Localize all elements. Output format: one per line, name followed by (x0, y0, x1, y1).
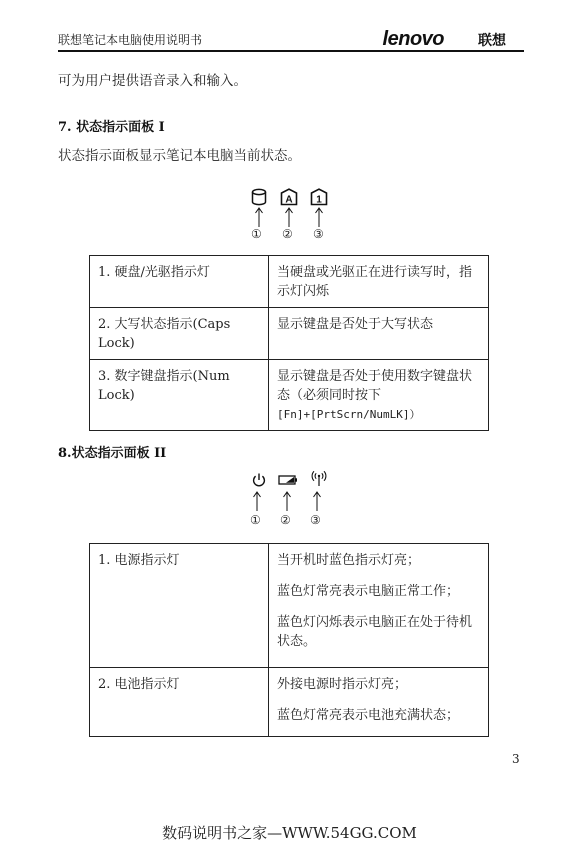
row-desc-text: 外接电源时指示灯亮； (277, 677, 408, 692)
row-desc-text: 蓝色灯闪烁表示电脑正在处于待机状态。 (277, 615, 473, 649)
row-desc (269, 668, 489, 737)
row-name: 1. 硬盘/光驱指示灯 (90, 256, 269, 308)
indicator-arrows (249, 207, 339, 227)
indicator-1 (249, 188, 269, 206)
indicator-power-num: ① (250, 513, 261, 527)
indicator-battery (278, 472, 298, 488)
section8-heading: 8.状态指示面板 II (58, 446, 167, 461)
row-desc-text: 显示键盘是否处于大写状态 (277, 317, 434, 332)
row-desc-text: 当硬盘或光驱正在进行读写时，指示灯闪烁 (277, 265, 473, 299)
intro-text: 可为用户提供语音录入和输入。 (58, 73, 247, 89)
indicator-1-num: ① (251, 227, 262, 241)
row-desc-text: 蓝色灯常亮表示电脑正常工作； (277, 584, 460, 599)
indicator-2-num: ② (282, 227, 293, 241)
caps-lock-icon (280, 188, 298, 206)
section7-heading: 7. 状态指示面板 I (58, 120, 165, 135)
num-lock-glyph: 1 (316, 194, 322, 206)
indicator-power (249, 472, 269, 488)
row-desc (269, 256, 489, 308)
row-name: 2. 大写状态指示(Caps Lock) (90, 308, 269, 360)
indicator-battery-num: ② (280, 513, 291, 527)
indicator-3 (309, 188, 329, 206)
section7-desc: 状态指示面板显示笔记本电脑当前状态。 (58, 148, 301, 164)
indicator-arrows-2 (249, 491, 339, 511)
table-row (90, 256, 489, 308)
row-name: 1. 电源指示灯 (90, 544, 269, 668)
status-panel-1-table (89, 255, 489, 431)
header-title: 联想笔记本电脑使用说明书 (58, 33, 203, 47)
logo-suffix: 联想 (478, 32, 506, 48)
power-icon (251, 472, 267, 488)
caps-lock-glyph: A (285, 194, 293, 206)
row-desc (269, 544, 489, 668)
row-desc-text: 蓝色灯常亮表示电池充满状态； (277, 708, 460, 723)
footer-watermark: 数码说明书之家—WWW.54GG.COM (162, 824, 417, 842)
row-desc-text: 显示键盘是否处于使用数字键盘状态（必须同时按下 (277, 369, 473, 403)
status-panel-2-table (89, 543, 489, 737)
indicator-3-num: ③ (313, 227, 324, 241)
page-number: 3 (512, 752, 520, 766)
indicator-wireless-num: ③ (310, 513, 321, 527)
num-lock-icon (310, 188, 328, 206)
page-header (58, 28, 524, 52)
row-desc (269, 308, 489, 360)
row-desc-text: 当开机时蓝色指示灯亮； (277, 553, 421, 568)
lenovo-logo: lenovo (382, 28, 444, 50)
row-name: 3. 数字键盘指示(Num Lock) (90, 360, 269, 431)
table-row (90, 544, 489, 668)
indicator-2 (279, 188, 299, 206)
table-row (90, 668, 489, 737)
battery-icon (278, 472, 298, 488)
row-desc (269, 360, 489, 431)
wireless-icon (310, 470, 328, 488)
row-name: 2. 电池指示灯 (90, 668, 269, 737)
row-desc-mono: [Fn]+[PrtScrn/NumLK]） (277, 408, 421, 421)
hard-drive-icon (250, 188, 268, 206)
table-row (90, 360, 489, 431)
table-row (90, 308, 489, 360)
indicator-wireless (309, 470, 329, 488)
